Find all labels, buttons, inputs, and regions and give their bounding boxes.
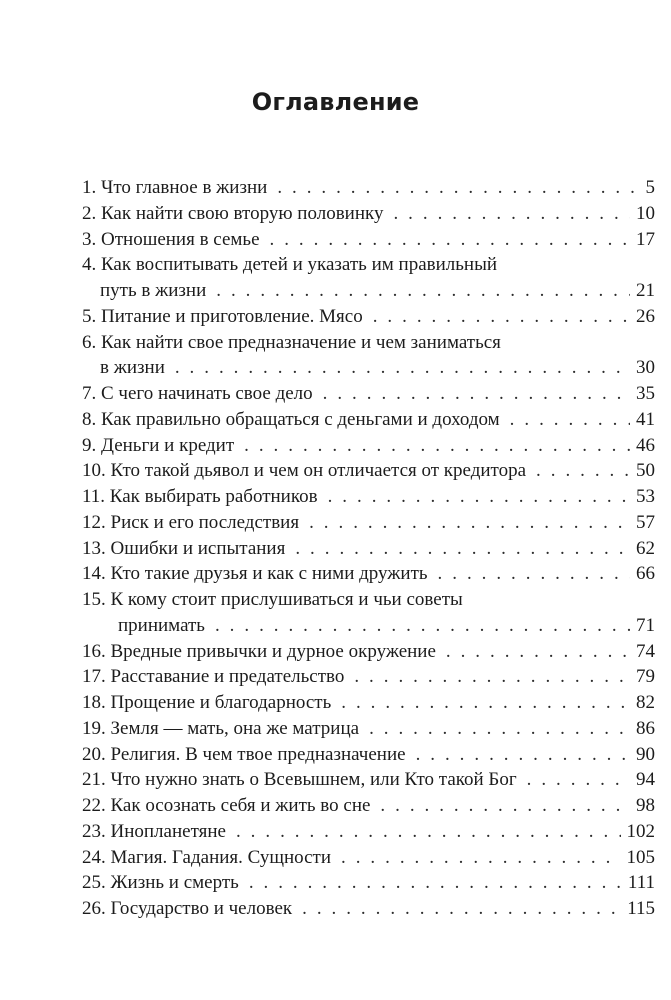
toc-entry — [82, 819, 655, 845]
dot-leader — [175, 355, 630, 381]
toc-entry — [82, 536, 655, 562]
toc-page-number: 41 — [636, 408, 655, 430]
toc-entry-title: 7. С чего начинать свое дело — [82, 383, 313, 404]
toc-entry — [82, 664, 655, 690]
dot-leader — [215, 613, 630, 639]
toc-page-number: 105 — [626, 846, 655, 868]
toc-entry-line — [82, 201, 655, 227]
toc-page-number: 30 — [636, 357, 655, 379]
toc-entry-line — [82, 561, 655, 587]
toc-entry — [82, 716, 655, 742]
toc-entry — [82, 587, 655, 639]
dot-leader — [341, 845, 620, 871]
toc-entry — [82, 330, 655, 382]
dot-leader — [354, 664, 630, 690]
toc-entry — [82, 639, 655, 665]
toc-page-number: 26 — [636, 305, 655, 327]
dot-leader — [527, 767, 630, 793]
dot-leader — [328, 484, 630, 510]
toc-entry — [82, 742, 655, 768]
toc-entry-title: 23. Инопланетяне — [82, 820, 226, 842]
toc-entry-title: принимать — [118, 614, 205, 636]
toc-page-number: 57 — [636, 511, 655, 533]
toc-page-number: 90 — [636, 743, 655, 765]
toc-entry-line — [82, 819, 655, 845]
toc-entry-line — [82, 767, 655, 793]
dot-leader — [302, 896, 621, 922]
toc-entry — [82, 561, 655, 587]
toc-entry-title: 26. Государство и человек — [82, 898, 293, 919]
toc-entry — [82, 845, 655, 871]
dot-leader — [510, 407, 630, 433]
toc-entry-title: 18. Прощение и благодарность — [82, 692, 332, 713]
toc-entry-title: 24. Магия. Гадания. Сущности — [82, 846, 332, 868]
toc-page-number: 94 — [636, 769, 655, 791]
dot-leader — [373, 304, 630, 330]
toc-entry — [82, 227, 655, 253]
dot-leader — [380, 793, 630, 819]
toc-entry — [82, 175, 655, 201]
toc-page-number: 71 — [636, 614, 655, 636]
toc-entry-line — [82, 278, 655, 304]
toc-entry-title: 19. Земля — мать, она же матрица — [82, 717, 360, 739]
toc-entry — [82, 690, 655, 716]
toc-entry-title: 2. Как найти свою вторую половинку — [82, 202, 384, 224]
toc-page-number: 82 — [636, 692, 655, 713]
toc-page-number: 74 — [636, 640, 655, 662]
toc-entry — [82, 252, 655, 304]
toc-entry-title: 1. Что главное в жизни — [82, 177, 268, 198]
dot-leader — [438, 561, 630, 587]
toc-page-number: 5 — [645, 177, 655, 198]
toc-entry-title: 4. Как воспитывать детей и указать им правильный — [82, 254, 498, 276]
toc-entry-title: 14. Кто такие друзья и как с ними дружить — [82, 563, 428, 585]
toc-entry-line — [82, 381, 655, 407]
toc-entry-line — [82, 355, 655, 381]
toc-entry-line — [82, 896, 655, 922]
toc-entry-title: 17. Расставание и предательство — [82, 666, 345, 688]
toc-entry-line — [82, 175, 655, 201]
toc-page-number: 35 — [636, 383, 655, 404]
toc-entry-title: 22. Как осознать себя и жить во сне — [82, 795, 371, 816]
toc-entry — [82, 201, 655, 227]
toc-page-number: 21 — [636, 280, 655, 301]
dot-leader — [270, 227, 630, 253]
toc-entry-line — [82, 587, 655, 613]
toc-entry-line — [82, 613, 655, 639]
toc-entry-line — [82, 742, 655, 768]
toc-entry-title: 10. Кто такой дьявол и чем он отличается от кредитора — [82, 460, 527, 482]
toc-entry-title: 15. К кому стоит прислушиваться и чьи советы — [82, 589, 463, 610]
toc-entry-line — [82, 870, 655, 896]
toc-entry-title: в жизни — [100, 357, 165, 379]
toc-entry — [82, 870, 655, 896]
toc-entry-title: путь в жизни — [100, 280, 207, 301]
dot-leader — [277, 175, 637, 201]
toc-page-number: 111 — [627, 872, 655, 894]
toc-entry — [82, 458, 655, 484]
toc-entry — [82, 433, 655, 459]
toc-page-number: 66 — [636, 563, 655, 585]
toc-entry — [82, 767, 655, 793]
toc-page-number: 115 — [627, 898, 655, 919]
toc-entry-line — [82, 458, 655, 484]
dot-leader — [309, 510, 630, 536]
toc-entry — [82, 896, 655, 922]
toc-entry-line — [82, 484, 655, 510]
toc-entry-line — [82, 510, 655, 536]
toc-page-number: 10 — [636, 202, 655, 224]
toc-entry — [82, 407, 655, 433]
toc-entry-title: 12. Риск и его последствия — [82, 511, 300, 533]
toc-entry-title: 3. Отношения в семье — [82, 228, 260, 250]
toc-entry-title: 25. Жизнь и смерть — [82, 872, 239, 894]
toc-entry — [82, 304, 655, 330]
toc-entry-title: 20. Религия. В чем твое предназначение — [82, 743, 406, 765]
dot-leader — [393, 201, 630, 227]
toc-entry-line — [82, 716, 655, 742]
dot-leader — [244, 433, 630, 459]
toc-entry-line — [82, 664, 655, 690]
dot-leader — [295, 536, 630, 562]
toc-entry — [82, 510, 655, 536]
toc-entry — [82, 484, 655, 510]
toc-entry-title: 11. Как выбирать работников — [82, 486, 318, 507]
toc-page-number: 102 — [626, 820, 655, 842]
dot-leader — [446, 639, 630, 665]
dot-leader — [341, 690, 630, 716]
toc-entry-title: 16. Вредные привычки и дурное окружение — [82, 640, 436, 662]
toc-entry-line — [82, 227, 655, 253]
toc-entry-line — [82, 330, 655, 356]
toc-page-number: 62 — [636, 537, 655, 559]
toc-page-number: 17 — [636, 228, 655, 250]
toc-entry-line — [82, 845, 655, 871]
toc-entry-title: 13. Ошибки и испытания — [82, 537, 286, 559]
dot-leader — [236, 819, 621, 845]
toc-entry-line — [82, 304, 655, 330]
table-of-contents — [82, 175, 655, 922]
page-title: Оглавление — [251, 88, 420, 116]
toc-entry-line — [82, 793, 655, 819]
toc-entry-title: 6. Как найти свое предназначение и чем заниматься — [82, 331, 501, 353]
toc-entry — [82, 381, 655, 407]
dot-leader — [216, 278, 630, 304]
toc-entry-title: 8. Как правильно обращаться с деньгами и доходом — [82, 408, 500, 430]
toc-page-number: 46 — [636, 434, 655, 456]
toc-entry-line — [82, 433, 655, 459]
toc-entry-line — [82, 690, 655, 716]
toc-entry-line — [82, 407, 655, 433]
toc-page-number: 86 — [636, 717, 655, 739]
toc-page-number: 53 — [636, 486, 655, 507]
toc-page-number: 50 — [636, 460, 655, 482]
toc-entry-line — [82, 639, 655, 665]
toc-entry-line — [82, 252, 655, 278]
toc-page-number: 98 — [636, 795, 655, 816]
toc-entry-title: 5. Питание и приготовление. Мясо — [82, 305, 363, 327]
toc-entry-title: 21. Что нужно знать о Всевышнем, или Кто такой Бог — [82, 769, 517, 791]
toc-page-number: 79 — [636, 666, 655, 688]
toc-entry — [82, 793, 655, 819]
dot-leader — [369, 716, 630, 742]
dot-leader — [536, 458, 630, 484]
toc-entry-line — [82, 536, 655, 562]
dot-leader — [416, 742, 630, 768]
toc-entry-title: 9. Деньги и кредит — [82, 434, 235, 456]
dot-leader — [323, 381, 630, 407]
dot-leader — [249, 870, 622, 896]
